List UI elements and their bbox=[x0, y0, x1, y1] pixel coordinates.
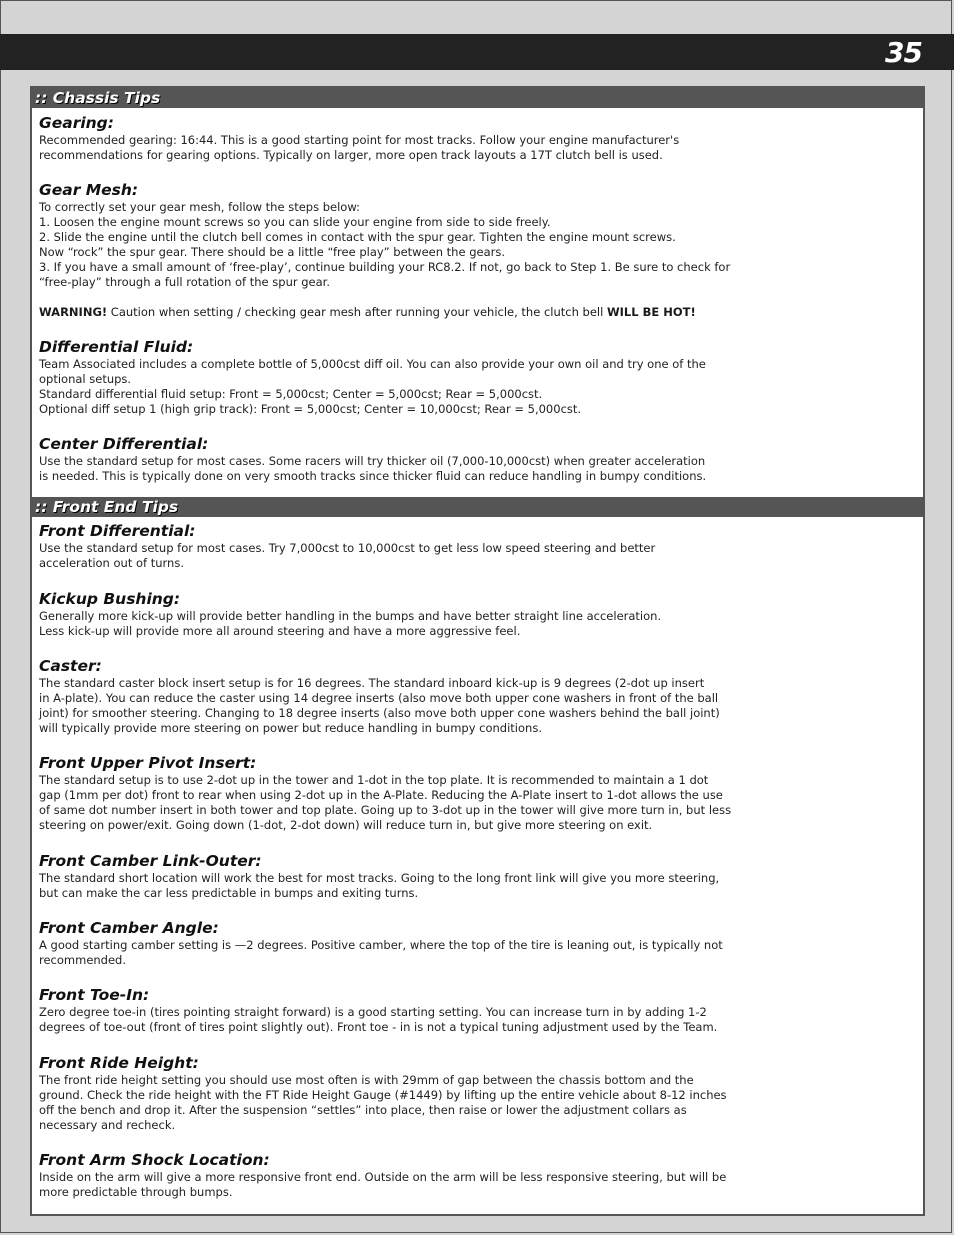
caster-section bbox=[39, 657, 907, 736]
front-camber-link-section bbox=[39, 852, 907, 901]
warning-emphasis: WILL BE HOT! bbox=[606, 305, 696, 319]
gearing-section bbox=[39, 114, 907, 163]
front-camber-angle-heading: Front Camber Angle: bbox=[39, 919, 219, 937]
center-differential-section bbox=[39, 435, 907, 484]
page-number: 35 bbox=[885, 36, 922, 69]
gear-mesh-step-2: 2. Slide the engine until the clutch bell comes in contact with the spur gear. Tighten the engine mount screws. Now “rock” the spur gear. There should be a little “free play” between the gears. bbox=[39, 230, 676, 259]
caster-text: The standard caster block insert setup is for 16 degrees. The standard inboard kick-up is 9 degrees (2-dot up insert in A-plate). You can reduce the caster using 14 degree inserts (also move both upper cone washers in front of the ball joint) for smoother steering. Changing to 18 degree inserts (also move both upper cone washers behind the ball joint) will typically provide more steering on power but reduce handling in bumpy conditions. bbox=[39, 676, 720, 735]
gearing-heading: Gearing: bbox=[39, 114, 114, 132]
front-upper-pivot-section bbox=[39, 754, 907, 833]
section-bar-chassis bbox=[32, 88, 923, 108]
gear-mesh-section bbox=[39, 181, 907, 320]
kickup-bushing-text: Generally more kick-up will provide better handling in the bumps and have better straight line acceleration. Less kick-up will provide more all around steering and have a more aggressive feel. bbox=[39, 609, 662, 638]
front-ride-height-heading: Front Ride Height: bbox=[39, 1054, 199, 1072]
warning-label: WARNING! bbox=[39, 305, 108, 319]
center-differential-heading: Center Differential: bbox=[39, 435, 209, 453]
front-arm-shock-heading: Front Arm Shock Location: bbox=[39, 1151, 270, 1169]
kickup-bushing-heading: Kickup Bushing: bbox=[39, 590, 181, 608]
front-camber-angle-text: A good starting camber setting is —2 degrees. Positive camber, where the top of the tire is leaning out, is typically not recommended. bbox=[39, 938, 723, 967]
header-bar bbox=[0, 34, 954, 70]
front-toe-in-text: Zero degree toe-in (tires pointing straight forward) is a good starting setting. You can increase turn in by adding 1-2 degrees of toe-out (front of tires point slightly out). Front toe - in is not a typical tuning adjustment used by the Team. bbox=[39, 1005, 718, 1034]
front-arm-shock-section bbox=[39, 1151, 907, 1200]
gear-mesh-heading: Gear Mesh: bbox=[39, 181, 139, 199]
kickup-bushing-section bbox=[39, 590, 907, 639]
center-differential-text: Use the standard setup for most cases. Some racers will try thicker oil (7,000-10,000cst) when greater acceleration is needed. This is typically done on very smooth tracks since thicker fluid can reduce handling in bumpy conditions. bbox=[39, 454, 707, 483]
content-panel bbox=[30, 86, 925, 1216]
front-camber-angle-section bbox=[39, 919, 907, 968]
front-differential-text: Use the standard setup for most cases. Try 7,000cst to 10,000cst to get less low speed steering and better acceleration out of turns. bbox=[39, 541, 656, 570]
gear-mesh-warning bbox=[39, 305, 907, 320]
gear-mesh-intro: To correctly set your gear mesh, follow the steps below: bbox=[39, 200, 360, 214]
front-toe-in-heading: Front Toe-In: bbox=[39, 986, 150, 1004]
gear-mesh-step-3: 3. If you have a small amount of ‘free-play’, continue building your RC8.2. If not, go back to Step 1. Be sure to check for “free-play” through a full rotation of the spur gear. bbox=[39, 260, 731, 289]
front-upper-pivot-text: The standard setup is to use 2-dot up in the tower and 1-dot in the top plate. It is recommended to maintain a 1 dot gap (1mm per dot) front to rear when using 2-dot up in the A-Plate. Reducing the A-Plate insert to 1-dot allows the use of same dot number insert in both tower and top plate. Going up to 3-dot up in the tower will give more turn in, but less steering on power/exit. Going down (1-dot, 2-dot down) will reduce turn in, but give more steering on exit. bbox=[39, 773, 732, 832]
front-camber-link-text: The standard short location will work the best for most tracks. Going to the long front link will give you more steering, but can make the car less predictable in bumps and exiting turns. bbox=[39, 871, 720, 900]
front-ride-height-section bbox=[39, 1054, 907, 1133]
front-arm-shock-text: Inside on the arm will give a more responsive front end. Outside on the arm will be less responsive steering, but will be more predictable through bumps. bbox=[39, 1170, 727, 1199]
differential-fluid-text: Team Associated includes a complete bottle of 5,000cst diff oil. You can also provide your own oil and try one of the optional setups. Standard differential fluid setup: Front = 5,000cst; Center = 5,000cst; Rear = 5,000cst. Optional diff setup 1 (high grip track): Front = 5,000cst; Center = 10,000cst; Rear = 5,000cst. bbox=[39, 357, 706, 416]
gear-mesh-step-1: 1. Loosen the engine mount screws so you can slide your engine from side to side freely. bbox=[39, 215, 551, 229]
differential-fluid-heading: Differential Fluid: bbox=[39, 338, 194, 356]
front-differential-heading: Front Differential: bbox=[39, 522, 196, 540]
front-ride-height-text: The front ride height setting you should use most often is with 29mm of gap between the chassis bottom and the ground. Check the ride height with the FT Ride Height Gauge (#1449) by lifting up the entire vehicle about 8-12 inches off the bench and drop it. After the suspension “settles” into place, then raise or lower the adjustment collars as necessary and recheck. bbox=[39, 1073, 727, 1132]
caster-heading: Caster: bbox=[39, 657, 102, 675]
front-differential-section bbox=[39, 522, 907, 571]
front-upper-pivot-heading: Front Upper Pivot Insert: bbox=[39, 754, 257, 772]
warning-text: Caution when setting / checking gear mesh after running your vehicle, the clutch bell bbox=[107, 305, 607, 319]
section-title-chassis: :: Chassis Tips bbox=[35, 89, 161, 107]
front-toe-in-section bbox=[39, 986, 907, 1035]
section-title-front-end: :: Front End Tips bbox=[35, 498, 179, 516]
section-bar-front-end bbox=[32, 497, 923, 517]
gearing-text: Recommended gearing: 16:44. This is a good starting point for most tracks. Follow your engine manufacturer's recommendations for gearing options. Typically on larger, more open track layouts a 17T clutch bell is used. bbox=[39, 133, 680, 162]
differential-fluid-section bbox=[39, 338, 907, 417]
front-camber-link-heading: Front Camber Link-Outer: bbox=[39, 852, 262, 870]
